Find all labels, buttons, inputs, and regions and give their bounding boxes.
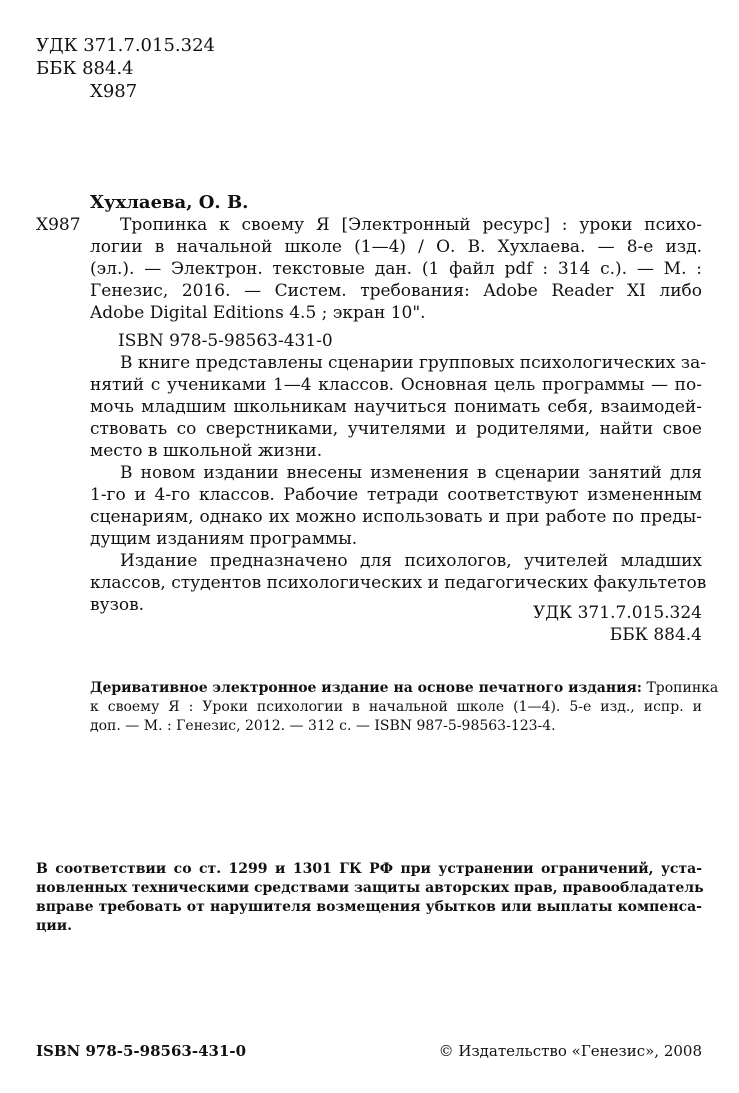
abstract-line: классов, студентов психологических и педагогических факультетов bbox=[90, 573, 707, 593]
card-isbn: ISBN 978-5-98563-431-0 bbox=[118, 331, 333, 351]
description-line: (эл.). — Электрон. текстовые дан. (1 файл pdf : 314 с.). — М. : bbox=[90, 259, 702, 279]
abstract-line: вузов. bbox=[90, 595, 145, 615]
footer-copyright: © Издательство «Генезис», 2008 bbox=[438, 1042, 702, 1060]
abstract-line: Издание предназначено для психологов, учителей младших bbox=[120, 551, 702, 571]
notice-line: В соответствии со ст. 1299 и 1301 ГК РФ при устранении ограничений, уста- bbox=[36, 861, 702, 877]
abstract-line: В новом издании внесены изменения в сценарии занятий для bbox=[120, 463, 702, 483]
abstract bbox=[90, 352, 707, 616]
description-line: логии в начальной школе (1—4) / О. В. Хухлаева. — 8-е изд. bbox=[90, 237, 702, 257]
classification-block bbox=[36, 34, 215, 103]
description-line: Adobe Digital Editions 4.5 ; экран 10". bbox=[90, 303, 426, 323]
abstract-line: мочь младшим школьникам научиться понимать себя, взаимодей- bbox=[90, 397, 702, 417]
derivative-line-2: к своему Я : Уроки психологии в начальной школе (1—4). 5-е изд., испр. и bbox=[90, 699, 702, 715]
abstract-line: ствовать со сверстниками, учителями и родителями, найти свое bbox=[90, 419, 702, 439]
legal-notice bbox=[36, 860, 702, 936]
description-line: Генезис, 2016. — Систем. требования: Adobe Reader XI либо bbox=[90, 281, 702, 301]
footer-isbn: ISBN 978-5-98563-431-0 bbox=[36, 1042, 247, 1060]
abstract-line: В книге представлены сценарии групповых психологических за- bbox=[120, 353, 706, 373]
author-mark: Х987 bbox=[90, 81, 138, 102]
abstract-line: дущим изданиям программы. bbox=[90, 529, 358, 549]
notice-line: новленных техническими средствами защиты авторских прав, правообладатель bbox=[36, 880, 704, 896]
derivative-line-3: доп. — М. : Генезис, 2012. — 312 с. — ISBN 987-5-98563-123-4. bbox=[90, 718, 556, 734]
description-line: Тропинка к своему Я [Электронный ресурс] : уроки психо- bbox=[120, 215, 702, 235]
notice-line: ции. bbox=[36, 918, 72, 934]
author-heading: Хухлаева, О. В. bbox=[90, 192, 249, 213]
bbk-right: ББК 884.4 bbox=[609, 625, 702, 645]
abstract-line: нятий с учениками 1—4 классов. Основная цель программы — по- bbox=[90, 375, 702, 395]
notice-line: вправе требовать от нарушителя возмещения убытков или выплаты компенса- bbox=[36, 899, 702, 915]
abstract-line: 1-го и 4-го классов. Рабочие тетради соответствуют измененным bbox=[90, 485, 702, 505]
abstract-line: сценариям, однако их можно использовать и при работе по преды- bbox=[90, 507, 702, 527]
derivative-label: Деривативное электронное издание на основе печатного издания: bbox=[90, 680, 642, 696]
abstract-paragraph-2 bbox=[90, 462, 702, 550]
derivative-line-1 bbox=[90, 679, 719, 698]
abstract-line: место в школьной жизни. bbox=[90, 441, 323, 461]
abstract-paragraph-1 bbox=[90, 352, 706, 462]
card-code: Х987 bbox=[36, 215, 81, 235]
derivative-note bbox=[90, 679, 719, 736]
udk-code: УДК 371.7.015.324 bbox=[36, 35, 215, 56]
bibliographic-description bbox=[90, 214, 702, 324]
udk-right: УДК 371.7.015.324 bbox=[532, 603, 702, 623]
bbk-code: ББК 884.4 bbox=[36, 58, 134, 79]
derivative-text: Тропинка bbox=[646, 680, 719, 696]
